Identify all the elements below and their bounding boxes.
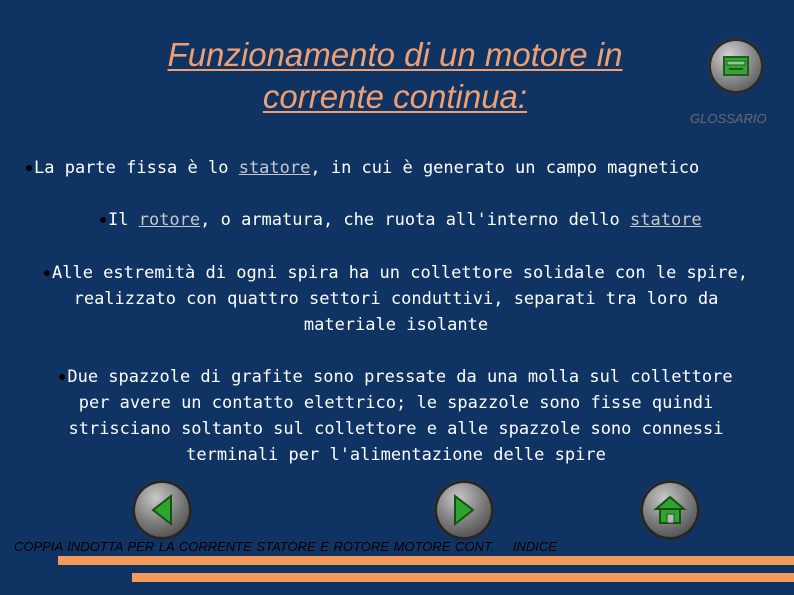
paragraph-collector: Alle estremità di ogni spira ha un collettore solidale con le spire, realizzato con quattro settori conduttivi, separati tra loro da materiale isolante [40,260,752,338]
home-button[interactable] [640,480,700,540]
paragraph-rotor: Il rotore, o armatura, che ruota all'interno dello statore [100,207,740,233]
footer-link-stator[interactable]: STATORE E ROTORE [256,539,389,554]
bullet-icon [100,217,106,223]
page-title [60,34,730,118]
accent-bar-top [58,556,794,565]
title-line-1: Funzionamento di un motore in [167,36,623,73]
footer-link-prev[interactable]: COPPIA INDOTTA PER LA CORRENTE [14,539,252,554]
book-icon [721,53,751,79]
paragraph-brushes: Due spazzole di grafite sono pressate da una molla sul collettore per avere un contatto elettrico; le spazzole sono fisse quindi strisciano soltanto sul collettore e alle spazzole sono connessi terminali per l'alimentazione delle spire [40,364,752,468]
link-statore-2[interactable]: statore [630,210,702,230]
title-line-2: corrente continua: [262,78,528,115]
bullet-icon [26,165,32,171]
bullet-icon [59,374,65,380]
triangle-right-icon [449,493,479,527]
accent-bar-bottom [132,573,794,582]
paragraph-stator: La parte fissa è lo statore, in cui è generato un campo magnetico [26,155,766,181]
prev-button[interactable] [132,480,192,540]
footer-link-motor[interactable]: MOTORE CONT. [393,539,495,554]
link-statore[interactable]: statore [238,158,311,178]
bullet-icon [44,270,50,276]
next-button[interactable] [434,480,494,540]
footer-link-index[interactable]: INDICE [512,539,557,554]
home-icon [653,494,687,526]
footer-nav [14,539,557,554]
glossary-label[interactable]: GLOSSARIO [690,111,767,126]
triangle-left-icon [147,493,177,527]
glossary-button[interactable] [708,38,764,94]
link-rotore[interactable]: rotore [138,210,201,230]
